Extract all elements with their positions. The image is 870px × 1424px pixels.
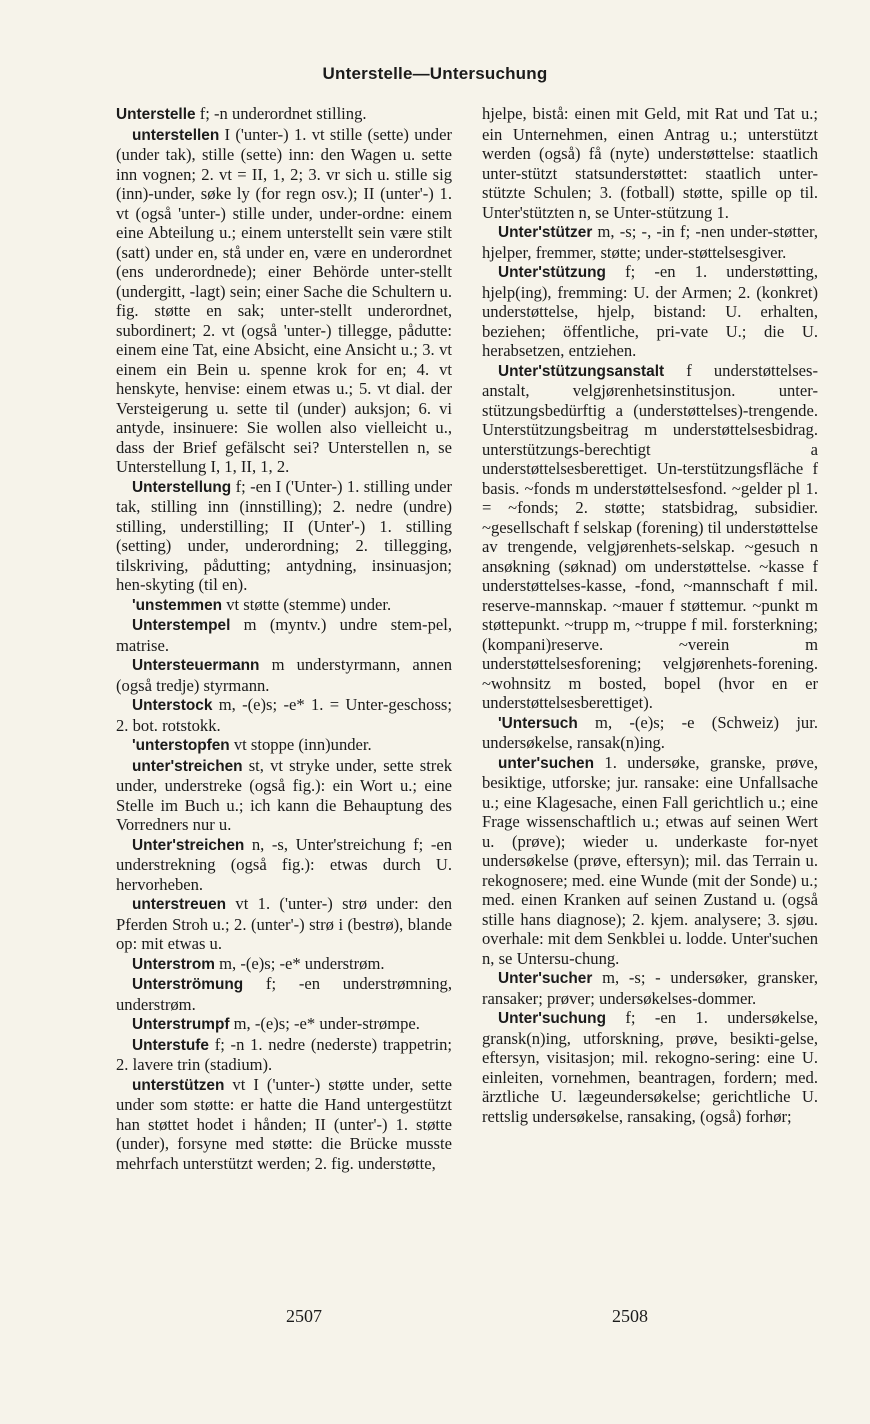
entry-body: f; -en understrømning, understrøm. xyxy=(116,974,452,1014)
dictionary-entry xyxy=(116,104,452,125)
dictionary-entry xyxy=(116,125,452,477)
right-column xyxy=(482,104,818,1126)
dictionary-entry xyxy=(482,104,818,222)
dictionary-entry xyxy=(116,1035,452,1075)
headword: Unterstempel xyxy=(132,617,231,634)
entry-body: m, -(e)s; -e* 1. = Unter-geschoss; 2. bot. rotstokk. xyxy=(116,695,452,735)
dictionary-entry xyxy=(482,753,818,969)
entry-body: f; -en 1. undersøkelse, gransk(n)ing, utforskning, prøve, besikti-gelse, eftersyn, visitasjon; mil. rekogno-sering: eine U. einleiten, vornehmen, beantragen, fordern; med. ärztliche U. lægeundersøkelse; gerichtliche U. rettslig undersøkelse, ransaking, (også) forhør; xyxy=(482,1008,818,1126)
entry-body: n, -s, Unter'streichung f; -en understrekning (også fig.): etwas durch U. hervorheben. xyxy=(116,834,453,894)
dictionary-entry xyxy=(116,735,452,756)
headword: Unter'streichen xyxy=(132,836,245,854)
entry-body: I ('unter-) 1. vt stille (sette) under (under tak), stille (sette) inn: den Wagen u. sette inn vognen; 2. vt = II, 1, 2; 3. vr sich u. stille sig (inn)-under, søke ly (for regn osv.); II (unter'-) 1. vt (også 'unter-) stille under, under-ordne: einem eine Abteilung u.; einem unterstellt sein være stilt (satt) under en, stå under en, være en underordnet (ens underordnede); einer Behörde unter-stellt (undergitt, -lagt) sein; einer Sache die Schultern u. fig. støtte en sak; unter-stellt underordnet, subordinert; 2. vt (også 'unter-) tillegge, pådutte: einem eine Tat, eine Absicht, eine Ansicht u.; 3. vt einem ein Bein u. spenne krok for en; 4. vt henskyte, henvise: einem etwas u.; 5. vt dial. der Versteigerung u. sette til (under) auksjon; 6. vi antyde, insinuere: Sie wollen also vielleicht u., dass der Brief gefälscht sei? Unterstellen n, se Unterstellung I, 1, II, 1, 2. xyxy=(116,124,452,476)
left-column xyxy=(116,104,452,1173)
entry-body: vt støtte (stemme) under. xyxy=(226,594,392,614)
headword: unterstellen xyxy=(132,126,220,144)
headword: unter'suchen xyxy=(498,754,595,772)
entry-body: hjelpe, bistå: einen mit Geld, mit Rat und Tat u.; ein Unternehmen, einen Antrag u.; unterstützt werden (også) få (nyte) understøttelse: staatlich unter-stützt statsunderstøttet: staatlich unter-stützte Schulen; 3. (fotball) støtte, spille op til. Unter'stützten n, se Unter-stützung 1. xyxy=(482,104,818,222)
headword: Unterstellung xyxy=(132,478,232,496)
headword: Unter'suchung xyxy=(498,1010,606,1027)
dictionary-entry xyxy=(116,655,452,695)
dictionary-entry xyxy=(482,262,818,361)
headword: Unter'sucher xyxy=(498,970,593,987)
entry-body: m, -(e)s; -e* understrøm. xyxy=(219,953,385,973)
headword: Unterstufe xyxy=(132,1036,209,1054)
dictionary-entry xyxy=(116,974,452,1014)
entry-body: st, vt stryke under, sette strek under, understreke (også fig.): ein Wort u.; eine Stelle im Buch u.; ich kann die Behauptung des Vorredners nur u. xyxy=(116,755,452,834)
page-number-right: 2508 xyxy=(612,1306,648,1326)
dictionary-entry xyxy=(116,695,452,735)
headword: unterstreuen xyxy=(132,896,227,913)
entry-body: vt 1. ('unter-) strø under: den Pferden Stroh u.; 2. (unter'-) strø i (bestrø), blande op: mit etwas u. xyxy=(116,894,452,953)
dictionary-entry xyxy=(116,615,452,655)
page-header-title: Unterstelle—Untersuchung xyxy=(322,64,548,83)
entry-body: f; -en 1. understøtting, hjelp(ing), fremming: U. der Armen; 2. (konkret) understøttelse, hjelp, bistand: U. erhalten, beziehen; öffentliche, pri-vate U.; die U. herabsetzen, entziehen. xyxy=(482,262,818,360)
entry-body: f understøttelses-anstalt, velgjørenhetsinstitusjon. unter-stützungsbedürftig a (understøttelses)-trengende. Unterstützungsbeitrag m understøttelsesbidrag. unterstützungs-berechtigt a understøttelsesberettiget. Un-terstützungsfläche f basis. ~fonds m understøttelsesfond. ~gelder pl 1. = ~fonds; 2. støtte; statsbidrag, subsidier. ~gesellschaft f selskap (forening) til understøttelse av trengende, velgjørenhets-selskap. ~gesuch n ansøkning (søknad) om understøttelse. ~kasse f understøttelses-kasse, -fond, ~mannschaft f mil. reserve-mannskap. ~mauer f støttemur. ~punkt m støttepunkt. ~trupp m, ~truppe f mil. forsterkning; (kompani)reserve. ~verein m understøttelsesforening; velgjørenhets-forening. ~wohnsitz m bosted, bopel (hvor en er understøttelsesberettiget). xyxy=(482,360,818,712)
dictionary-entry xyxy=(482,1008,818,1126)
headword: Unterströmung xyxy=(132,976,244,993)
headword: Unterstock xyxy=(132,697,213,714)
dictionary-entry xyxy=(116,835,452,895)
dictionary-entry xyxy=(482,222,818,262)
headword: unterstützen xyxy=(132,1076,225,1094)
dictionary-entry xyxy=(116,1075,452,1174)
entry-body: vt I ('unter-) støtte under, sette under som støtte: er hatte die Hand untergestützt han støttet hodet i hånden; II (unter'-) 1. støtte (under), forsyne med støtte: die Brücke musste mehrfach unterstützt werden; 2. fig. understøtte, xyxy=(116,1074,452,1173)
headword: Unter'stützungsanstalt xyxy=(498,362,665,380)
headword: Unterstelle xyxy=(116,106,196,123)
entry-body: m, -s; - undersøker, gransker, ransaker; prøver; undersøkelses-dommer. xyxy=(482,968,818,1008)
entry-body: m, -(e)s; -e (Schweiz) jur. undersøkelse, ransak(n)ing. xyxy=(482,712,818,752)
entry-body: f; -en I ('Unter-) 1. stilling under tak, stilling inn (innstilling); 2. nedre (undre) stilling, understilling; II (Unter'-) 1. stilling (setting) under, underordning; 2. tillegging, tilskriving, pådutting; antydning, insinuasjon; hen-skyting (til en). xyxy=(116,476,452,594)
dictionary-entry xyxy=(116,595,452,616)
dictionary-entry xyxy=(482,968,818,1008)
dictionary-entry xyxy=(482,361,818,713)
headword: Unterstrom xyxy=(132,955,215,973)
headword: 'unstemmen xyxy=(132,596,223,614)
entry-body: m (myntv.) undre stem-pel, matrise. xyxy=(116,615,452,655)
headword: Unter'stützer xyxy=(498,224,593,241)
dictionary-entry xyxy=(116,756,452,835)
dictionary-entry xyxy=(116,894,452,954)
headword: Unter'stützung xyxy=(498,264,606,281)
headword: Untersteuermann xyxy=(132,657,260,674)
dictionary-entry xyxy=(116,477,452,595)
headword: Unterstrumpf xyxy=(132,1016,230,1033)
headword: unter'streichen xyxy=(132,757,243,775)
entry-body: m, -(e)s; -e* under-strømpe. xyxy=(233,1014,420,1033)
headword: 'unterstopfen xyxy=(132,737,230,754)
entry-body: vt stoppe (inn)under. xyxy=(233,735,372,754)
page-number-left: 2507 xyxy=(286,1306,322,1326)
headword: 'Untersuch xyxy=(498,714,578,732)
entry-body: m, -s; -, -in f; -nen under-støtter, hjelper, fremmer, støtte; under-støttelsesgiver. xyxy=(482,222,818,262)
dictionary-entry xyxy=(116,954,452,975)
dictionary-entry xyxy=(482,713,818,753)
entry-body: f; -n 1. nedre (nederste) trappetrin; 2. lavere trin (stadium). xyxy=(116,1034,452,1074)
entry-body: f; -n underordnet stilling. xyxy=(199,104,367,123)
entry-body: 1. undersøke, granske, prøve, besiktige, utforske; jur. ransake: eine Unfallsache u.; eine Klagesache, einen Fall gerichtlich u.; eine Frage wissenschaftlich u.; etwas auf seinen Wert u. (prøve); wieder u. underkaste for-nyet undersøkelse (prøve, eftersyn); mil. das Terrain u. rekognosere; med. eine Wunde (mit der Sonde) u.; med. einen Kranken auf seinen Zustand u. (også stille hans diagnose); 2. kjem. analysere; 3. sjøu. overhale: mit dem Senkblei u. lodde. Unter'suchen n, se Untersu-chung. xyxy=(482,752,818,968)
entry-body: m understyrmann, annen (også tredje) styrmann. xyxy=(116,655,453,695)
dictionary-entry xyxy=(116,1014,452,1035)
